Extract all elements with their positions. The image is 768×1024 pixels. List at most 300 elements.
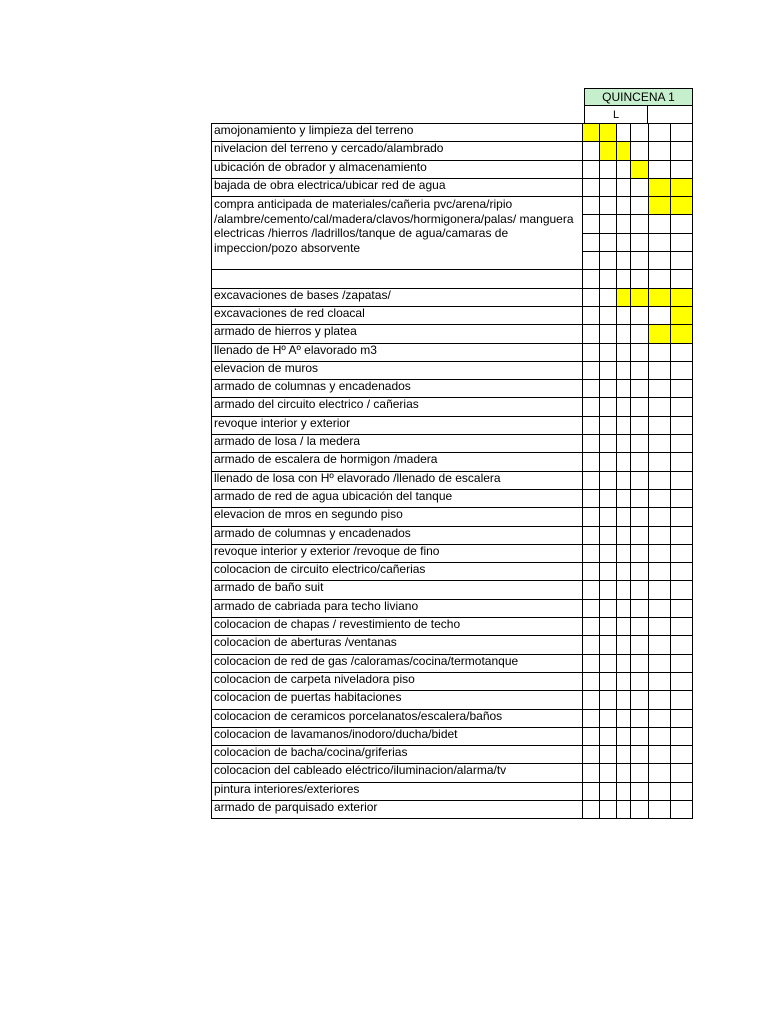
schedule-cell bbox=[583, 709, 600, 727]
task-label: elevacion de muros bbox=[212, 361, 583, 379]
schedule-cell bbox=[671, 398, 693, 416]
schedule-cell bbox=[631, 618, 649, 636]
schedule-cell bbox=[617, 343, 631, 361]
task-label: colocacion de lavamanos/inodoro/ducha/bidet bbox=[212, 727, 583, 745]
schedule-cell bbox=[583, 197, 600, 215]
task-label: ubicación de obrador y almacenamiento bbox=[212, 160, 583, 178]
schedule-cell bbox=[600, 672, 617, 690]
task-row bbox=[212, 380, 693, 398]
schedule-cell bbox=[583, 160, 600, 178]
schedule-cell bbox=[600, 380, 617, 398]
schedule-cell bbox=[600, 636, 617, 654]
task-row bbox=[212, 398, 693, 416]
schedule-cell bbox=[649, 544, 671, 562]
task-row bbox=[212, 306, 693, 324]
task-row bbox=[212, 416, 693, 434]
schedule-cell bbox=[649, 526, 671, 544]
schedule-cell-filled bbox=[671, 288, 693, 306]
schedule-cell bbox=[600, 398, 617, 416]
schedule-cell bbox=[617, 361, 631, 379]
schedule-cell bbox=[631, 727, 649, 745]
schedule-cell bbox=[671, 489, 693, 507]
schedule-cell bbox=[649, 599, 671, 617]
task-row bbox=[212, 526, 693, 544]
schedule-cell bbox=[600, 435, 617, 453]
schedule-cell bbox=[631, 672, 649, 690]
schedule-cell bbox=[617, 398, 631, 416]
schedule-cell bbox=[649, 270, 671, 288]
schedule-cell bbox=[631, 435, 649, 453]
schedule-cell bbox=[617, 306, 631, 324]
schedule-cell bbox=[617, 197, 631, 215]
task-row bbox=[212, 618, 693, 636]
task-label: excavaciones de red cloacal bbox=[212, 306, 583, 324]
schedule-cell bbox=[583, 288, 600, 306]
schedule-cell bbox=[649, 563, 671, 581]
schedule-cell bbox=[617, 325, 631, 343]
schedule-cell bbox=[600, 618, 617, 636]
schedule-cell bbox=[617, 691, 631, 709]
schedule-cell bbox=[617, 471, 631, 489]
schedule-cell bbox=[649, 398, 671, 416]
schedule-cell bbox=[583, 453, 600, 471]
schedule-cell bbox=[600, 215, 617, 233]
schedule-cell bbox=[600, 800, 617, 818]
task-label: armado de escalera de hormigon /madera bbox=[212, 453, 583, 471]
schedule-cell bbox=[617, 508, 631, 526]
schedule-cell bbox=[649, 800, 671, 818]
schedule-cell bbox=[617, 599, 631, 617]
schedule-cell bbox=[600, 306, 617, 324]
subheader-divider-mid bbox=[647, 106, 648, 124]
schedule-cell bbox=[583, 178, 600, 196]
task-row bbox=[212, 325, 693, 343]
task-label: armado de parquisado exterior bbox=[212, 800, 583, 818]
task-label bbox=[212, 270, 583, 288]
schedule-cell bbox=[617, 727, 631, 745]
schedule-cell-filled bbox=[649, 325, 671, 343]
schedule-cell bbox=[649, 709, 671, 727]
task-label: colocacion de chapas / revestimiento de techo bbox=[212, 618, 583, 636]
schedule-cell-filled bbox=[600, 142, 617, 160]
schedule-cell bbox=[583, 636, 600, 654]
schedule-cell bbox=[583, 691, 600, 709]
schedule-cell bbox=[631, 709, 649, 727]
schedule-cell bbox=[631, 270, 649, 288]
schedule-cell bbox=[631, 380, 649, 398]
schedule-cell bbox=[631, 526, 649, 544]
schedule-cell bbox=[671, 233, 693, 251]
schedule-cell bbox=[617, 215, 631, 233]
schedule-cell bbox=[631, 453, 649, 471]
gantt-table bbox=[211, 123, 693, 819]
task-row bbox=[212, 746, 693, 764]
task-label: armado de cabriada para techo liviano bbox=[212, 599, 583, 617]
schedule-cell bbox=[583, 746, 600, 764]
task-label: armado del circuito electrico / cañerias bbox=[212, 398, 583, 416]
schedule-cell bbox=[617, 178, 631, 196]
schedule-cell bbox=[617, 453, 631, 471]
schedule-cell bbox=[617, 252, 631, 270]
schedule-cell bbox=[600, 581, 617, 599]
task-row bbox=[212, 142, 693, 160]
schedule-cell bbox=[649, 764, 671, 782]
period-header: QUINCENA 1 bbox=[584, 88, 693, 106]
schedule-cell bbox=[649, 471, 671, 489]
schedule-cell bbox=[600, 288, 617, 306]
schedule-cell bbox=[600, 764, 617, 782]
schedule-cell bbox=[631, 800, 649, 818]
schedule-cell bbox=[583, 471, 600, 489]
schedule-cell bbox=[617, 563, 631, 581]
schedule-cell bbox=[617, 800, 631, 818]
schedule-cell bbox=[600, 782, 617, 800]
task-label: llenado de Hº Aº elavorado m3 bbox=[212, 343, 583, 361]
schedule-cell bbox=[649, 252, 671, 270]
schedule-cell bbox=[617, 233, 631, 251]
schedule-cell bbox=[617, 618, 631, 636]
subheader-divider-left bbox=[584, 106, 585, 124]
task-label: colocacion de ceramicos porcelanatos/escalera/baños bbox=[212, 709, 583, 727]
schedule-cell bbox=[583, 361, 600, 379]
schedule-cell-filled bbox=[671, 197, 693, 215]
task-row bbox=[212, 636, 693, 654]
schedule-cell bbox=[583, 233, 600, 251]
schedule-cell bbox=[600, 197, 617, 215]
schedule-cell bbox=[671, 471, 693, 489]
task-label: nivelacion del terreno y cercado/alambrado bbox=[212, 142, 583, 160]
schedule-cell bbox=[600, 691, 617, 709]
schedule-cell bbox=[671, 343, 693, 361]
task-label: colocacion de bacha/cocina/griferias bbox=[212, 746, 583, 764]
schedule-cell bbox=[617, 416, 631, 434]
schedule-cell bbox=[631, 215, 649, 233]
schedule-cell bbox=[617, 746, 631, 764]
task-label: colocacion de red de gas /caloramas/cocina/termotanque bbox=[212, 654, 583, 672]
schedule-cell bbox=[617, 380, 631, 398]
schedule-cell-filled bbox=[617, 288, 631, 306]
schedule-cell bbox=[600, 727, 617, 745]
schedule-cell bbox=[671, 800, 693, 818]
task-label: colocacion de circuito electrico/cañerias bbox=[212, 563, 583, 581]
schedule-cell bbox=[583, 800, 600, 818]
schedule-cell bbox=[617, 526, 631, 544]
schedule-cell bbox=[649, 380, 671, 398]
task-label: armado de red de agua ubicación del tanque bbox=[212, 489, 583, 507]
schedule-cell bbox=[600, 343, 617, 361]
schedule-cell bbox=[631, 764, 649, 782]
task-row bbox=[212, 508, 693, 526]
task-label: excavaciones de bases /zapatas/ bbox=[212, 288, 583, 306]
task-label: armado de hierros y platea bbox=[212, 325, 583, 343]
schedule-cell bbox=[617, 489, 631, 507]
task-label: revoque interior y exterior bbox=[212, 416, 583, 434]
schedule-cell bbox=[649, 142, 671, 160]
schedule-cell bbox=[671, 160, 693, 178]
schedule-cell bbox=[649, 654, 671, 672]
schedule-cell bbox=[583, 508, 600, 526]
task-row bbox=[212, 471, 693, 489]
schedule-cell bbox=[617, 672, 631, 690]
schedule-cell bbox=[583, 252, 600, 270]
task-row bbox=[212, 599, 693, 617]
schedule-cell bbox=[600, 599, 617, 617]
schedule-cell bbox=[631, 746, 649, 764]
schedule-cell bbox=[649, 124, 671, 142]
schedule-cell bbox=[671, 215, 693, 233]
task-row bbox=[212, 782, 693, 800]
task-label: armado de columnas y encadenados bbox=[212, 526, 583, 544]
schedule-cell-filled bbox=[600, 124, 617, 142]
schedule-cell bbox=[600, 160, 617, 178]
schedule-cell bbox=[631, 416, 649, 434]
task-row bbox=[212, 489, 693, 507]
schedule-cell bbox=[671, 618, 693, 636]
schedule-cell-filled bbox=[649, 288, 671, 306]
schedule-cell bbox=[631, 233, 649, 251]
task-row bbox=[212, 124, 693, 142]
schedule-cell bbox=[631, 306, 649, 324]
schedule-cell bbox=[583, 599, 600, 617]
task-row bbox=[212, 270, 693, 288]
task-row bbox=[212, 727, 693, 745]
schedule-cell bbox=[631, 124, 649, 142]
schedule-cell bbox=[583, 672, 600, 690]
schedule-cell-filled bbox=[649, 197, 671, 215]
schedule-cell-filled bbox=[617, 142, 631, 160]
schedule-cell bbox=[600, 489, 617, 507]
schedule-cell bbox=[649, 233, 671, 251]
schedule-cell bbox=[631, 398, 649, 416]
schedule-cell-filled bbox=[671, 325, 693, 343]
schedule-cell bbox=[617, 160, 631, 178]
schedule-cell bbox=[631, 563, 649, 581]
task-row bbox=[212, 361, 693, 379]
task-row bbox=[212, 563, 693, 581]
schedule-cell bbox=[671, 782, 693, 800]
schedule-cell bbox=[671, 544, 693, 562]
schedule-cell bbox=[600, 563, 617, 581]
schedule-cell bbox=[671, 124, 693, 142]
task-row bbox=[212, 178, 693, 196]
task-label: colocacion del cableado eléctrico/iluminacion/alarma/tv bbox=[212, 764, 583, 782]
schedule-cell bbox=[583, 343, 600, 361]
schedule-cell bbox=[631, 544, 649, 562]
schedule-cell bbox=[600, 526, 617, 544]
schedule-cell bbox=[600, 178, 617, 196]
schedule-cell bbox=[583, 654, 600, 672]
schedule-cell bbox=[649, 160, 671, 178]
schedule-cell bbox=[649, 508, 671, 526]
schedule-cell bbox=[631, 489, 649, 507]
schedule-cell-filled bbox=[583, 124, 600, 142]
schedule-cell-filled bbox=[671, 306, 693, 324]
task-label: pintura interiores/exteriores bbox=[212, 782, 583, 800]
schedule-cell bbox=[617, 764, 631, 782]
schedule-cell bbox=[631, 343, 649, 361]
schedule-cell bbox=[671, 526, 693, 544]
schedule-cell bbox=[671, 764, 693, 782]
task-label: amojonamiento y limpieza del terreno bbox=[212, 124, 583, 142]
schedule-cell bbox=[671, 563, 693, 581]
schedule-cell bbox=[583, 380, 600, 398]
schedule-cell bbox=[583, 215, 600, 233]
task-label: bajada de obra electrica/ubicar red de agua bbox=[212, 178, 583, 196]
task-row bbox=[212, 654, 693, 672]
schedule-cell bbox=[671, 361, 693, 379]
schedule-cell-filled bbox=[671, 178, 693, 196]
schedule-cell bbox=[600, 361, 617, 379]
schedule-cell bbox=[583, 764, 600, 782]
schedule-cell bbox=[583, 782, 600, 800]
task-label: elevacion de mros en segundo piso bbox=[212, 508, 583, 526]
schedule-cell bbox=[671, 581, 693, 599]
schedule-cell bbox=[649, 343, 671, 361]
task-label: colocacion de puertas habitaciones bbox=[212, 691, 583, 709]
schedule-cell bbox=[631, 142, 649, 160]
schedule-cell bbox=[631, 361, 649, 379]
schedule-cell bbox=[649, 361, 671, 379]
schedule-cell bbox=[631, 508, 649, 526]
schedule-cell bbox=[649, 416, 671, 434]
schedule-cell bbox=[631, 581, 649, 599]
schedule-cell bbox=[617, 782, 631, 800]
schedule-cell bbox=[649, 618, 671, 636]
schedule-cell bbox=[671, 252, 693, 270]
schedule-cell bbox=[671, 672, 693, 690]
schedule-cell bbox=[631, 471, 649, 489]
schedule-cell bbox=[583, 306, 600, 324]
schedule-cell bbox=[583, 270, 600, 288]
task-row bbox=[212, 709, 693, 727]
schedule-cell bbox=[617, 270, 631, 288]
schedule-cell bbox=[649, 453, 671, 471]
schedule-cell bbox=[583, 544, 600, 562]
task-label: llenado de losa con Hº elavorado /llenado de escalera bbox=[212, 471, 583, 489]
schedule-cell bbox=[583, 727, 600, 745]
schedule-cell bbox=[649, 746, 671, 764]
schedule-cell bbox=[600, 746, 617, 764]
task-label: colocacion de aberturas /ventanas bbox=[212, 636, 583, 654]
schedule-cell bbox=[600, 416, 617, 434]
subheader-divider-right bbox=[692, 106, 693, 124]
schedule-cell bbox=[600, 508, 617, 526]
task-label: armado de baño suit bbox=[212, 581, 583, 599]
task-label: revoque interior y exterior /revoque de fino bbox=[212, 544, 583, 562]
schedule-cell bbox=[583, 325, 600, 343]
schedule-cell bbox=[600, 453, 617, 471]
schedule-cell bbox=[631, 654, 649, 672]
schedule-cell bbox=[671, 691, 693, 709]
schedule-cell bbox=[649, 435, 671, 453]
schedule-cell bbox=[671, 142, 693, 160]
schedule-cell bbox=[631, 178, 649, 196]
schedule-cell bbox=[671, 380, 693, 398]
schedule-cell bbox=[617, 709, 631, 727]
schedule-cell bbox=[617, 581, 631, 599]
schedule-cell bbox=[631, 599, 649, 617]
schedule-cell bbox=[671, 599, 693, 617]
schedule-cell bbox=[617, 435, 631, 453]
schedule-cell bbox=[671, 435, 693, 453]
task-row bbox=[212, 691, 693, 709]
schedule-cell bbox=[671, 746, 693, 764]
schedule-cell bbox=[583, 563, 600, 581]
gantt-body bbox=[212, 124, 693, 819]
schedule-cell bbox=[600, 325, 617, 343]
schedule-cell bbox=[631, 252, 649, 270]
schedule-cell-filled bbox=[631, 288, 649, 306]
task-row bbox=[212, 581, 693, 599]
schedule-cell bbox=[600, 270, 617, 288]
schedule-cell bbox=[583, 142, 600, 160]
schedule-cell bbox=[583, 526, 600, 544]
schedule-cell bbox=[671, 654, 693, 672]
schedule-cell bbox=[671, 727, 693, 745]
task-label: armado de losa / la medera bbox=[212, 435, 583, 453]
schedule-cell-filled bbox=[649, 178, 671, 196]
schedule-cell bbox=[671, 636, 693, 654]
schedule-cell bbox=[600, 233, 617, 251]
schedule-cell bbox=[649, 727, 671, 745]
schedule-cell bbox=[617, 654, 631, 672]
schedule-cell bbox=[583, 416, 600, 434]
schedule-cell bbox=[649, 581, 671, 599]
schedule-cell bbox=[631, 636, 649, 654]
task-label: compra anticipada de materiales/cañeria pvc/arena/ripio /alambre/cemento/cal/madera/clavos/hormigonera/palas/ manguera electricas /hierros /ladrillos/tanque de agua/camaras de impeccion/pozo absorvente bbox=[212, 197, 583, 270]
schedule-cell bbox=[649, 691, 671, 709]
schedule-cell bbox=[583, 435, 600, 453]
schedule-cell-filled bbox=[631, 160, 649, 178]
task-row bbox=[212, 672, 693, 690]
schedule-cell bbox=[649, 489, 671, 507]
schedule-cell bbox=[600, 709, 617, 727]
task-row bbox=[212, 288, 693, 306]
schedule-cell bbox=[671, 416, 693, 434]
task-label: colocacion de carpeta niveladora piso bbox=[212, 672, 583, 690]
schedule-cell bbox=[649, 782, 671, 800]
schedule-cell bbox=[649, 636, 671, 654]
schedule-cell bbox=[631, 197, 649, 215]
schedule-cell bbox=[617, 124, 631, 142]
schedule-cell bbox=[583, 398, 600, 416]
task-row bbox=[212, 435, 693, 453]
schedule-cell bbox=[671, 508, 693, 526]
task-row bbox=[212, 160, 693, 178]
schedule-cell bbox=[631, 782, 649, 800]
schedule-cell bbox=[600, 471, 617, 489]
schedule-cell bbox=[617, 544, 631, 562]
schedule-cell bbox=[671, 453, 693, 471]
task-label: armado de columnas y encadenados bbox=[212, 380, 583, 398]
schedule-cell bbox=[583, 581, 600, 599]
task-row bbox=[212, 544, 693, 562]
schedule-cell bbox=[631, 691, 649, 709]
schedule-cell bbox=[649, 306, 671, 324]
task-row bbox=[212, 453, 693, 471]
task-row bbox=[212, 764, 693, 782]
task-row bbox=[212, 197, 693, 215]
task-row bbox=[212, 343, 693, 361]
schedule-cell bbox=[617, 636, 631, 654]
task-row bbox=[212, 800, 693, 818]
schedule-cell bbox=[600, 252, 617, 270]
day-label: L bbox=[612, 109, 620, 121]
schedule-cell bbox=[583, 489, 600, 507]
schedule-cell bbox=[600, 544, 617, 562]
schedule-cell bbox=[649, 215, 671, 233]
schedule-cell bbox=[600, 654, 617, 672]
